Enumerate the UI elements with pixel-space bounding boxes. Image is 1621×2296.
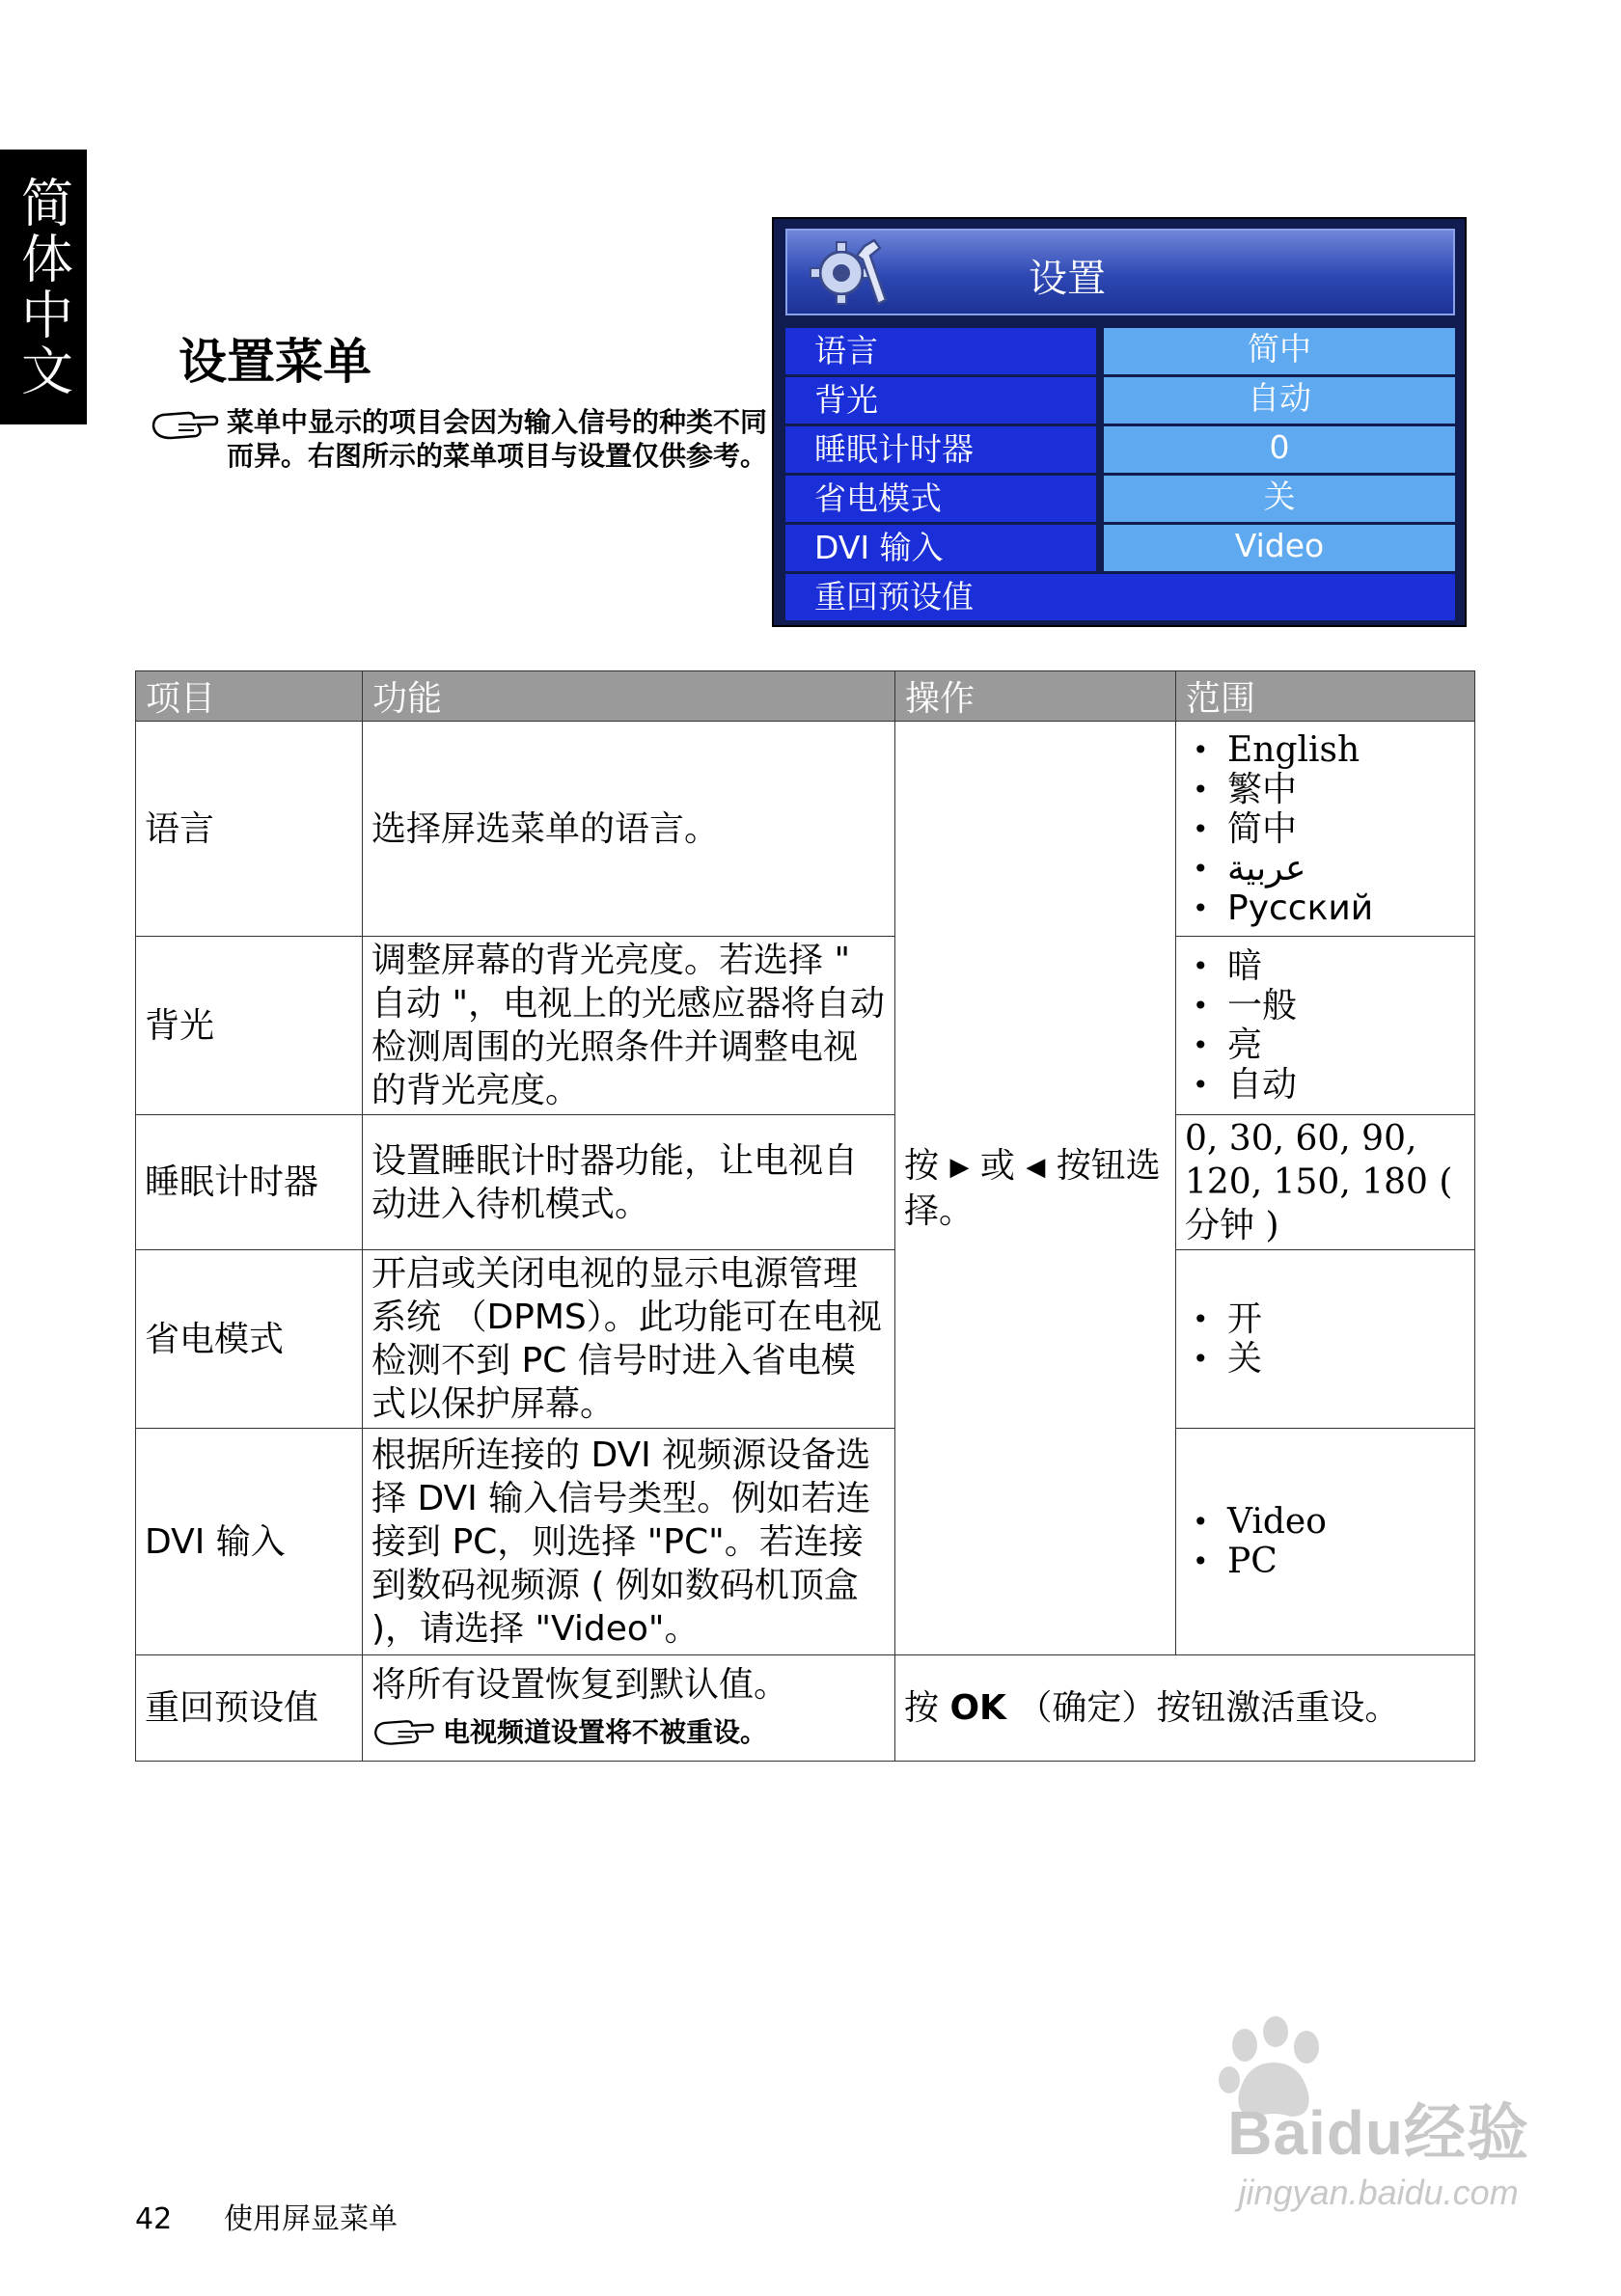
table-row <box>136 1655 1475 1762</box>
pointing-hand-icon <box>371 1714 435 1749</box>
ok-key-label: OK <box>949 1688 1006 1728</box>
row-function: 调整屏幕的背光亮度。若选择 " 自动 "，电视上的光感应器将自动检测周围的光照条件并调整电视的背光亮度。 <box>363 937 895 1115</box>
osd-row-label: 睡眠计时器 <box>785 426 1096 473</box>
table-row <box>136 1115 1475 1250</box>
watermark-brand: Baidu经验 <box>1227 2098 1529 2168</box>
range-option: • 繁中 <box>1185 770 1466 809</box>
row-function: 设置睡眠计时器功能，让电视自动进入待机模式。 <box>363 1115 895 1250</box>
range-option: • Русский <box>1185 888 1466 928</box>
row-function <box>363 1655 895 1762</box>
row-function: 开启或关闭电视的显示电源管理系统 （DPMS）。此功能可在电视检测不到 PC 信号时进入省电模式以保护屏幕。 <box>363 1250 895 1429</box>
osd-header <box>785 229 1455 315</box>
osd-row-label: DVI 输入 <box>785 525 1096 571</box>
row-item: 重回预设值 <box>136 1655 363 1762</box>
header-range: 范围 <box>1176 671 1475 722</box>
osd-row-sleep-timer[interactable] <box>785 426 1455 473</box>
table-header-row <box>136 671 1475 722</box>
range-option: • 自动 <box>1185 1065 1466 1105</box>
osd-row-label: 背光 <box>785 377 1096 424</box>
range-option: • PC <box>1185 1542 1466 1581</box>
row-range <box>1176 937 1475 1115</box>
osd-row-label: 重回预设值 <box>785 574 1455 620</box>
osd-row-backlight[interactable] <box>785 377 1455 424</box>
osd-row-value: Video <box>1104 525 1455 571</box>
row-item: 睡眠计时器 <box>136 1115 363 1250</box>
osd-settings-menu <box>772 217 1467 627</box>
osd-row-reset[interactable] <box>785 574 1455 620</box>
range-option: • 简中 <box>1185 809 1466 849</box>
reset-operation-cell <box>895 1655 1475 1762</box>
osd-row-label: 语言 <box>785 328 1096 374</box>
row-function: 选择屏选菜单的语言。 <box>363 722 895 937</box>
row-item: DVI 输入 <box>136 1429 363 1655</box>
row-item: 语言 <box>136 722 363 937</box>
watermark <box>1227 2084 1529 2213</box>
note <box>150 405 767 473</box>
left-arrow-icon: ◀ <box>1026 1152 1046 1182</box>
osd-row-value: 关 <box>1104 476 1455 522</box>
osd-row-value: 0 <box>1104 426 1455 473</box>
table-row <box>136 1250 1475 1429</box>
row-item: 省电模式 <box>136 1250 363 1429</box>
operation-text: 按钮选择。 <box>904 1145 1161 1231</box>
range-option: • 一般 <box>1185 986 1466 1025</box>
osd-row-value: 自动 <box>1104 377 1455 424</box>
row-range <box>1176 722 1475 937</box>
page-number: 42 <box>135 2202 173 2236</box>
range-option: • 亮 <box>1185 1025 1466 1065</box>
osd-row-value: 简中 <box>1104 328 1455 374</box>
osd-row-dvi-input[interactable] <box>785 525 1455 571</box>
note-text: 菜单中显示的项目会因为输入信号的种类不同而异。右图所示的菜单项目与设置仅供参考。 <box>227 406 768 472</box>
section-title: 设置菜单 <box>179 334 371 390</box>
range-option: • 开 <box>1185 1299 1466 1339</box>
footer-title: 使用屏显菜单 <box>224 2202 398 2236</box>
header-operation: 操作 <box>895 671 1176 722</box>
row-range <box>1176 1429 1475 1655</box>
settings-table <box>135 670 1475 1762</box>
osd-title: 设置 <box>1029 257 1106 301</box>
range-option: • Video <box>1185 1502 1466 1542</box>
watermark-url: jingyan.baidu.com <box>1238 2173 1519 2212</box>
function-text: 将所有设置恢复到默认值。 <box>371 1664 789 1705</box>
row-range <box>1176 1250 1475 1429</box>
header-item: 项目 <box>136 671 363 722</box>
function-note-text: 电视频道设置将不被重设。 <box>443 1715 768 1748</box>
page-footer <box>135 2195 398 2237</box>
side-tab-label: 简体中文 <box>13 175 74 399</box>
header-function: 功能 <box>363 671 895 722</box>
range-option: • 暗 <box>1185 946 1466 986</box>
row-range: 0, 30, 60, 90, 120, 150, 180 ( 分钟 ) <box>1176 1115 1475 1250</box>
operation-text: 按 <box>904 1145 950 1186</box>
operation-text: 或 <box>969 1145 1027 1186</box>
range-option: • 关 <box>1185 1339 1466 1379</box>
shared-operation-cell <box>895 722 1176 1655</box>
pointing-hand-icon <box>150 405 219 444</box>
table-row <box>136 1429 1475 1655</box>
table-row <box>136 722 1475 937</box>
osd-row-language[interactable] <box>785 328 1455 374</box>
operation-text: （确定）按钮激活重设。 <box>1005 1688 1400 1728</box>
range-option: • English <box>1185 730 1466 770</box>
osd-row-power-saving[interactable] <box>785 476 1455 522</box>
row-item: 背光 <box>136 937 363 1115</box>
right-arrow-icon: ▶ <box>949 1152 970 1182</box>
operation-text: 按 <box>904 1688 950 1728</box>
table-row <box>136 937 1475 1115</box>
range-option: • عربية <box>1185 849 1466 888</box>
osd-row-label: 省电模式 <box>785 476 1096 522</box>
row-function: 根据所连接的 DVI 视频源设备选择 DVI 输入信号类型。例如若连接到 PC，则选择 "PC"。若连接到数码视频源 ( 例如数码机顶盒 )，请选择 "Video"。 <box>363 1429 895 1655</box>
language-side-tab <box>0 150 87 424</box>
gear-wrench-icon <box>809 236 893 310</box>
function-note <box>371 1710 886 1754</box>
